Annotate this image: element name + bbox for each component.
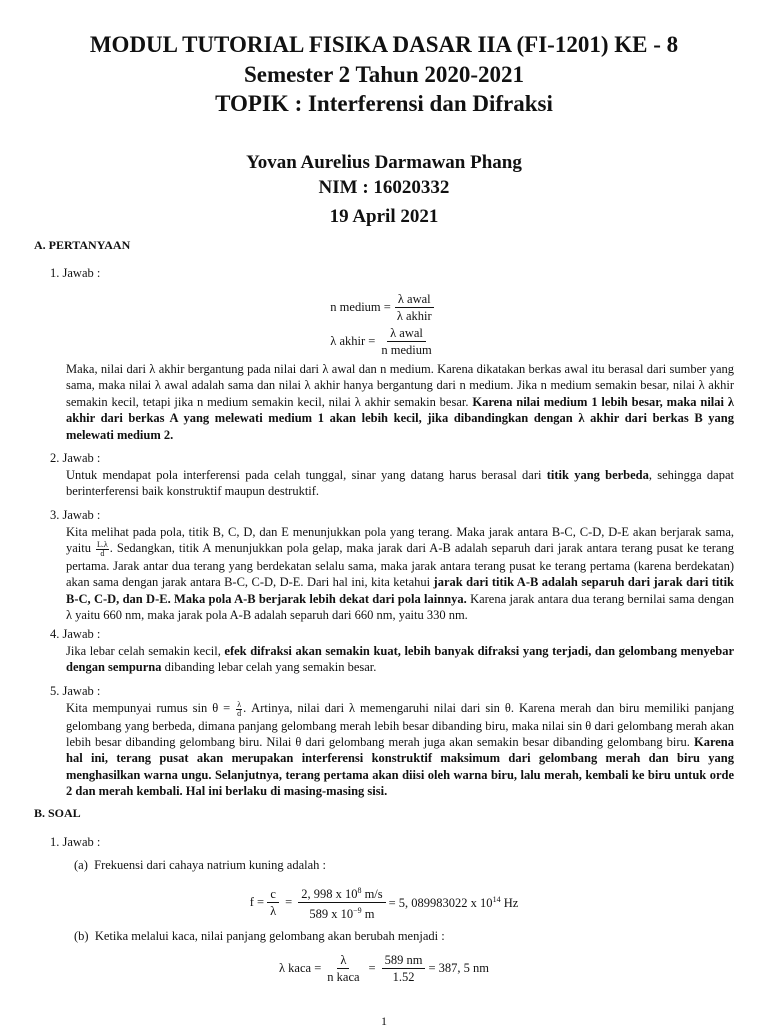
document-title: MODUL TUTORIAL FISIKA DASAR IIA (FI-1201) KE - 8 xyxy=(89,32,679,57)
eq3-f1-numerator: c xyxy=(267,887,279,903)
a3-text-part2: . Sedangkan, titik A menunjukkan pola gelap, maka jarak dari A-B adalah separuh dari jarak antara terang pusat ke terang pertama. Jarak antar dua terang yang berdekatan selalu sama, maka jarak antara terang pusat ke terang pertama (karena berdekatan) akan sama dengan jarak antara B-C, C-D, D-E. Dari hal ini, kita ketahui xyxy=(66,541,735,590)
semester-line: Semester 2 Tahun 2020-2021 xyxy=(243,62,525,87)
eq2-numerator: λ awal xyxy=(387,326,426,342)
eq3-result xyxy=(389,895,519,911)
section-a-title: A. PERTANYAAN xyxy=(34,238,131,252)
eq3-f2-num-mantissa: 2, 998 x 10 xyxy=(301,887,358,902)
eq2-fraction xyxy=(378,326,434,357)
a5-text-part1: Kita mempunyai rumus sin θ = xyxy=(66,701,231,715)
item-a5-label: 5. Jawab : xyxy=(50,684,101,698)
eq3-f2-num-exponent: 8 xyxy=(357,886,362,895)
b1a-text: Frekuensi dari cahaya natrium kuning adalah : xyxy=(94,858,326,872)
item-b1b xyxy=(74,929,445,944)
eq3-result-unit: Hz xyxy=(500,895,519,910)
equation-n-medium xyxy=(0,292,768,323)
section-b-title: B. SOAL xyxy=(34,806,81,820)
eq4-fraction-symbolic xyxy=(324,953,362,984)
eq4-f2-denominator: 1.52 xyxy=(392,970,415,984)
eq3-f2-den-unit: m xyxy=(361,907,375,922)
a2-text-part1: Untuk mendapat pola interferensi pada celah tunggal, sinar yang datang harus berasal dari xyxy=(66,468,542,482)
equation-frequency xyxy=(0,884,768,921)
eq2-lhs: λ akhir = xyxy=(330,334,376,348)
document-date: 19 April 2021 xyxy=(329,206,439,227)
item-a3-label: 3. Jawab : xyxy=(50,508,101,522)
equation-lambda-kaca xyxy=(0,953,768,984)
item-a4-label: 4. Jawab : xyxy=(50,627,101,641)
topic-line: TOPIK : Interferensi dan Difraksi xyxy=(215,91,553,116)
eq3-f2-den-mantissa: 589 x 10 xyxy=(309,907,354,922)
eq1-numerator: λ awal xyxy=(395,292,434,308)
eq1-lhs: n medium = xyxy=(330,300,391,314)
eq3-f2-den-exponent: −9 xyxy=(353,906,362,916)
eq3-result-exponent: 14 xyxy=(492,894,501,904)
eq1-denominator: λ akhir xyxy=(396,309,432,323)
answer-a1-text xyxy=(66,361,734,443)
eq4-lhs: λ kaca = xyxy=(279,961,322,975)
a4-bold: efek difraksi akan semakin kuat, lebih banyak difraksi yang terjadi, dan gelombang menyebar dengan sempurna xyxy=(66,644,734,675)
answer-a4-text xyxy=(66,643,734,676)
a5-bold: Karena hal ini, terang pusat akan merupakan interferensi konstruktif maksimum dari gelombang merah dan biru yang menghasilkan warna ungu. Selanjutnya, terang pertama akan diisi oleh warna biru, lalu merah, kembali ke biru untuk orde 2 dan merah kembali. Hal ini berlaku di masing-masing sisi. xyxy=(66,735,735,799)
author-name: Yovan Aurelius Darmawan Phang xyxy=(246,152,522,173)
eq4-f2-numerator: 589 nm xyxy=(382,953,426,969)
eq4-equals: = xyxy=(368,961,376,975)
b1b-label: (b) xyxy=(74,929,89,943)
eq3-f2-denominator xyxy=(306,903,377,921)
b1a-label: (a) xyxy=(74,858,88,872)
a4-text-part2: dibanding lebar celah yang semakin besar. xyxy=(164,660,377,675)
a3-text-part1: Kita melihat pada pola, titik B, C, D, dan E menunjukkan pola yang terang. Maka jarak antara B-C, C-D, D-E akan berjarak sama, yaitu xyxy=(66,525,734,556)
student-id: NIM : 16020332 xyxy=(318,177,450,198)
sin-fraction xyxy=(236,701,242,718)
eq3-fraction-values xyxy=(298,884,385,921)
item-b1a xyxy=(74,858,326,873)
b1b-text: Ketika melalui kaca, nilai panjang gelombang akan berubah menjadi : xyxy=(94,929,445,943)
eq3-f2-num-unit: m/s xyxy=(361,887,383,902)
item-a1-label: 1. Jawab : xyxy=(50,266,101,280)
answer-a2-text xyxy=(66,467,734,500)
sin-numerator: λ xyxy=(237,699,242,709)
eq2-denominator: n medium xyxy=(381,343,432,357)
a3-bold: jarak dari titik A-B adalah separuh dari jarak dari titik B-C, C-D, dan D-E. Maka pola A-B berjarak lebih dekat dari pola lainnya. xyxy=(66,575,734,606)
answer-a3-text xyxy=(66,524,734,624)
a3-text-part3: Karena jarak antara dua terang bernilai sama dengan λ yaitu 660 nm, maka jarak pola A-B adalah separuh dari 660 nm, yaitu 330 nm. xyxy=(66,591,734,623)
eq3-fraction-c-lambda xyxy=(267,887,279,918)
ld-fraction xyxy=(96,541,109,558)
item-b1-label: 1. Jawab : xyxy=(50,835,101,849)
ld-denominator: d xyxy=(100,549,105,559)
eq1-fraction xyxy=(394,292,435,323)
page-number: 1 xyxy=(381,1014,387,1028)
a2-text-part2: , sehingga dapat berinterferensi baik konstruktif maupun destruktif. xyxy=(66,468,734,499)
eq3-f1-denominator: λ xyxy=(270,904,277,919)
answer-a5-text xyxy=(66,700,734,800)
item-a2-label: 2. Jawab : xyxy=(50,451,101,465)
eq3-lhs: f = xyxy=(249,895,265,910)
ld-numerator: L.λ xyxy=(97,540,108,550)
a1-bold-conclusion: Karena nilai medium 1 lebih besar, maka nilai λ akhir dari berkas A yang melewati medium 1 akan lebih kecil, jika dibandingkan dengan λ akhir dari berkas B yang melewati medium 2. xyxy=(66,394,734,442)
eq3-equals: = xyxy=(285,895,293,910)
equation-lambda-akhir xyxy=(0,326,768,357)
eq4-f1-denominator: n kaca xyxy=(327,970,360,984)
eq4-fraction-values xyxy=(382,953,426,984)
a1-paragraph: Maka, nilai dari λ akhir bergantung pada nilai dari λ awal dan n medium. Karena dikatakan berkas awal itu berasal dari sumber yang sama, maka nilai λ awal adalah sama dan nilai λ akhir hanya bergantung dari n medium. Jika n medium semakin besar, nilai λ akhir semakin kecil, tetapi jika n medium semakin kecil, nilai λ akhir semakin besar. xyxy=(66,362,734,409)
eq4-f1-numerator: λ xyxy=(337,953,349,969)
a4-text-part1: Jika lebar celah semakin kecil, xyxy=(66,644,221,658)
a2-bold: titik yang berbeda xyxy=(546,468,649,482)
eq4-result: = 387, 5 nm xyxy=(428,961,489,975)
a5-text-part2: . Artinya, nilai dari λ memengaruhi nilai dari sin θ. Karena merah dan biru memiliki panjang gelombang yang berbeda, dimana panjang gelombang merah lebih besar dibanding biru, maka nilai sin θ dari gelombang merah akan lebih besar dibanding gelombang biru. Nilai θ dari gelombang merah juga akan semakin besar dibanding gelombang biru. xyxy=(66,701,734,750)
eq3-f2-numerator xyxy=(298,884,385,903)
eq3-result-mantissa: = 5, 089983022 x 10 xyxy=(388,895,493,910)
sin-denominator: d xyxy=(237,708,242,718)
